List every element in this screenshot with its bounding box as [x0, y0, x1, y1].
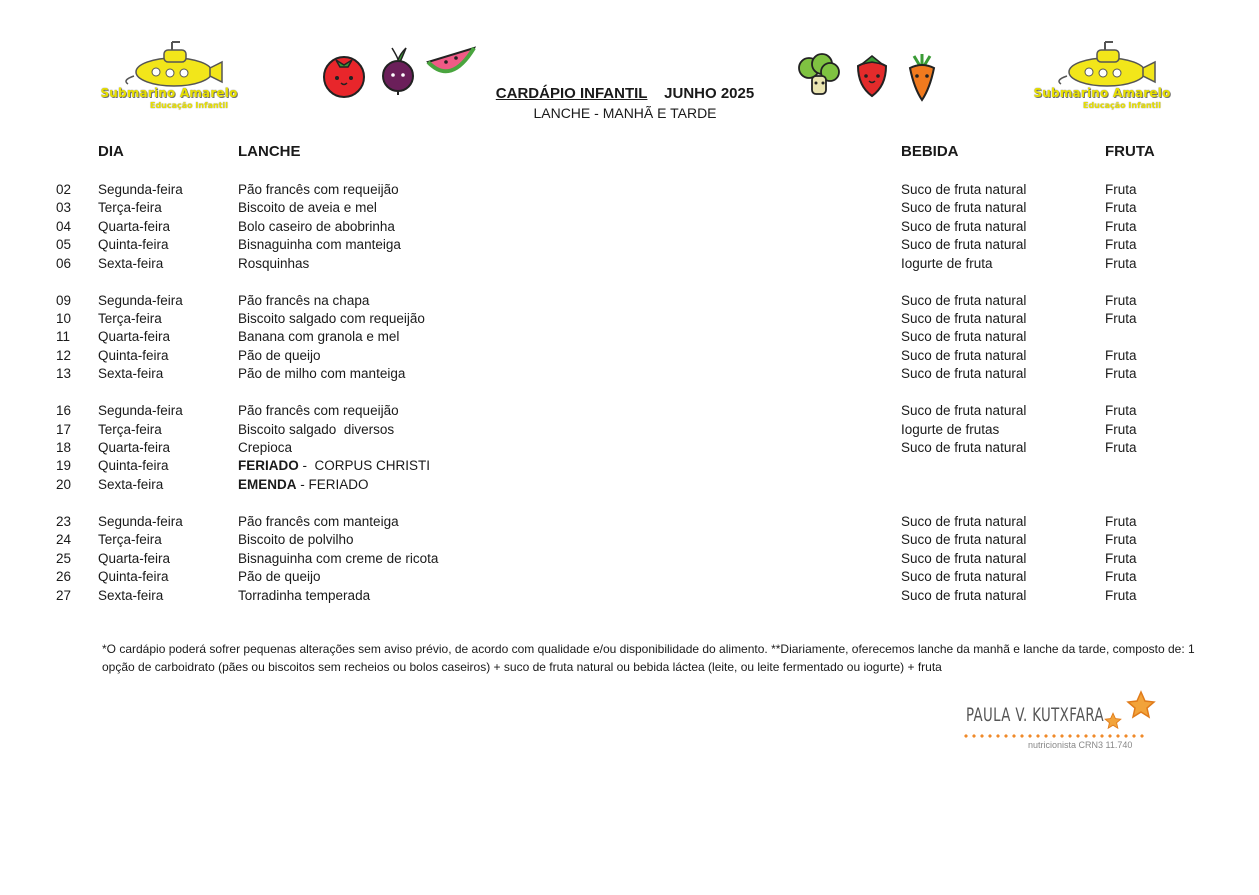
star-icon [1104, 712, 1122, 730]
day-number: 18 [56, 440, 72, 455]
weekday: Terça-feira [98, 422, 162, 437]
day-number: 27 [56, 588, 72, 603]
weekday: Sexta-feira [98, 588, 164, 603]
day-number: 10 [56, 311, 72, 326]
snack: Biscoito salgado com requeijão [238, 311, 425, 326]
snack: Banana com granola e mel [238, 329, 400, 344]
weekday: Segunda-feira [98, 293, 183, 308]
snack: Bisnaguinha com manteiga [238, 237, 401, 252]
table-row [0, 182, 1259, 200]
day-number: 13 [56, 366, 72, 381]
table-row [0, 403, 1259, 421]
snack: Pão francês na chapa [238, 293, 370, 308]
drink: Suco de fruta natural [901, 348, 1027, 363]
day-number: 19 [56, 458, 72, 473]
broccoli-icon [796, 52, 842, 98]
snack: Biscoito salgado diversos [238, 422, 395, 437]
weekday: Terça-feira [98, 532, 162, 547]
day-number: 24 [56, 532, 72, 547]
day-number: 03 [56, 200, 72, 215]
drink: Suco de fruta natural [901, 514, 1027, 529]
weekday: Segunda-feira [98, 514, 183, 529]
snack-highlight: FERIADO [238, 458, 299, 473]
table-row [0, 422, 1259, 440]
table-row [0, 569, 1259, 587]
star-icon [1126, 690, 1156, 720]
column-header-day: DIA [98, 143, 124, 160]
weekday: Quinta-feira [98, 237, 169, 252]
weekday: Terça-feira [98, 200, 162, 215]
weekday: Segunda-feira [98, 182, 183, 197]
fruit: Fruta [1105, 256, 1137, 271]
fruit: Fruta [1105, 440, 1137, 455]
carrot-icon [904, 52, 940, 102]
fruit: Fruta [1105, 403, 1137, 418]
snack-cell [238, 458, 430, 473]
logo-left [94, 40, 244, 120]
drink: Suco de fruta natural [901, 293, 1027, 308]
logo-right [1027, 40, 1177, 120]
fruit: Fruta [1105, 422, 1137, 437]
drink: Suco de fruta natural [901, 569, 1027, 584]
day-number: 26 [56, 569, 72, 584]
day-number: 17 [56, 422, 72, 437]
day-number: 23 [56, 514, 72, 529]
table-row [0, 458, 1259, 476]
signature-dots [962, 734, 1148, 738]
snack: Bisnaguinha com creme de ricota [238, 551, 439, 566]
header [440, 85, 810, 121]
table-row [0, 293, 1259, 311]
day-number: 11 [56, 329, 71, 344]
drink: Suco de fruta natural [901, 219, 1027, 234]
table-row [0, 588, 1259, 606]
weekday: Sexta-feira [98, 477, 164, 492]
table-row [0, 551, 1259, 569]
weekday: Quarta-feira [98, 551, 171, 566]
snack: Crepioca [238, 440, 293, 455]
drink: Suco de fruta natural [901, 440, 1027, 455]
snack: Rosquinhas [238, 256, 310, 271]
fruit: Fruta [1105, 348, 1137, 363]
table-row [0, 440, 1259, 458]
table-row [0, 348, 1259, 366]
drink: Iogurte de frutas [901, 422, 1000, 437]
table-row [0, 200, 1259, 218]
snack: Torradinha temperada [238, 588, 371, 603]
fruit: Fruta [1105, 311, 1137, 326]
day-number: 25 [56, 551, 72, 566]
weekday: Quarta-feira [98, 219, 171, 234]
fruit: Fruta [1105, 551, 1137, 566]
drink: Suco de fruta natural [901, 200, 1027, 215]
title-month: JUNHO 2025 [664, 85, 755, 102]
fruit: Fruta [1105, 588, 1137, 603]
weekday: Quinta-feira [98, 569, 169, 584]
fruit: Fruta [1105, 200, 1137, 215]
drink: Suco de fruta natural [901, 182, 1027, 197]
logo-name: Submarino Amarelo [1033, 86, 1171, 100]
day-number: 04 [56, 219, 72, 234]
drink: Iogurte de fruta [901, 256, 993, 271]
drink: Suco de fruta natural [901, 366, 1027, 381]
strawberry-icon [852, 52, 892, 98]
table-row [0, 256, 1259, 274]
signature-name: PAULA V. KUTXFARA [966, 704, 1104, 726]
snack: Biscoito de aveia e mel [238, 200, 377, 215]
snack: Pão de queijo [238, 348, 321, 363]
signature [958, 690, 1158, 760]
day-number: 05 [56, 237, 72, 252]
day-number: 16 [56, 403, 72, 418]
table-row [0, 329, 1259, 347]
fruit: Fruta [1105, 569, 1137, 584]
submarine-logo-icon [94, 40, 244, 90]
watermelon-icon [426, 42, 476, 82]
logo-name: Submarino Amarelo [100, 86, 238, 100]
weekday: Quarta-feira [98, 329, 171, 344]
page-title [440, 85, 810, 102]
drink: Suco de fruta natural [901, 532, 1027, 547]
drink: Suco de fruta natural [901, 588, 1027, 603]
fruit: Fruta [1105, 532, 1137, 547]
day-number: 20 [56, 477, 72, 492]
drink: Suco de fruta natural [901, 403, 1027, 418]
fruit: Fruta [1105, 514, 1137, 529]
fruit: Fruta [1105, 219, 1137, 234]
weekday: Terça-feira [98, 311, 162, 326]
title-main: CARDÁPIO INFANTIL [495, 85, 648, 102]
snack: Pão de queijo [238, 569, 321, 584]
snack: Pão francês com manteiga [238, 514, 399, 529]
snack: Pão francês com requeijão [238, 403, 399, 418]
day-number: 06 [56, 256, 72, 271]
drink: Suco de fruta natural [901, 311, 1027, 326]
snack: Biscoito de polvilho [238, 532, 354, 547]
table-row [0, 514, 1259, 532]
beet-icon [378, 44, 418, 96]
table-row [0, 532, 1259, 550]
snack: Pão francês com requeijão [238, 182, 399, 197]
weekday: Quinta-feira [98, 458, 169, 473]
logo-subtitle: Educação Infantil [1082, 101, 1161, 110]
submarine-logo-icon [1027, 40, 1177, 90]
weekday: Sexta-feira [98, 256, 164, 271]
day-number: 12 [56, 348, 72, 363]
fruit: Fruta [1105, 366, 1137, 381]
footer-note: *O cardápio poderá sofrer pequenas alterações sem aviso prévio, de acordo com qualidade e/ou disponibilidade do alimento. **Diariamente, oferecemos lanche da manhã e lanche da tarde, composto de: 1 opção de carboidrato (pães ou biscoitos sem recheios ou bolos caseiros) + suco de fruta natural ou bebida láctea (leite, ou leite fermentado ou iogurte) + fruta [102, 642, 1195, 674]
snack-text: - CORPUS CHRISTI [298, 458, 431, 473]
snack-highlight: EMENDA [238, 477, 297, 492]
snack-text: - FERIADO [296, 477, 369, 492]
fruit: Fruta [1105, 237, 1137, 252]
fruit: Fruta [1105, 182, 1137, 197]
tomato-icon [320, 52, 368, 98]
snack: Pão de milho com manteiga [238, 366, 406, 381]
fruit: Fruta [1105, 293, 1137, 308]
weekday: Segunda-feira [98, 403, 183, 418]
column-header-fruit: FRUTA [1105, 143, 1155, 160]
table-row [0, 237, 1259, 255]
signature-credential: nutricionista CRN3 11.740 [1028, 740, 1133, 750]
table-row [0, 311, 1259, 329]
drink: Suco de fruta natural [901, 237, 1027, 252]
column-header-drink: BEBIDA [901, 143, 959, 160]
table-row [0, 366, 1259, 384]
weekday: Sexta-feira [98, 366, 164, 381]
table-row [0, 219, 1259, 237]
drink: Suco de fruta natural [901, 329, 1027, 344]
day-number: 02 [56, 182, 72, 197]
snack-cell [238, 477, 369, 492]
weekday: Quarta-feira [98, 440, 171, 455]
logo-subtitle: Educação Infantil [149, 101, 228, 110]
day-number: 09 [56, 293, 72, 308]
drink: Suco de fruta natural [901, 551, 1027, 566]
snack: Bolo caseiro de abobrinha [238, 219, 395, 234]
weekday: Quinta-feira [98, 348, 169, 363]
column-header-snack: LANCHE [238, 143, 301, 160]
table-row [0, 477, 1259, 495]
page-subtitle: LANCHE - MANHÃ E TARDE [533, 105, 717, 121]
